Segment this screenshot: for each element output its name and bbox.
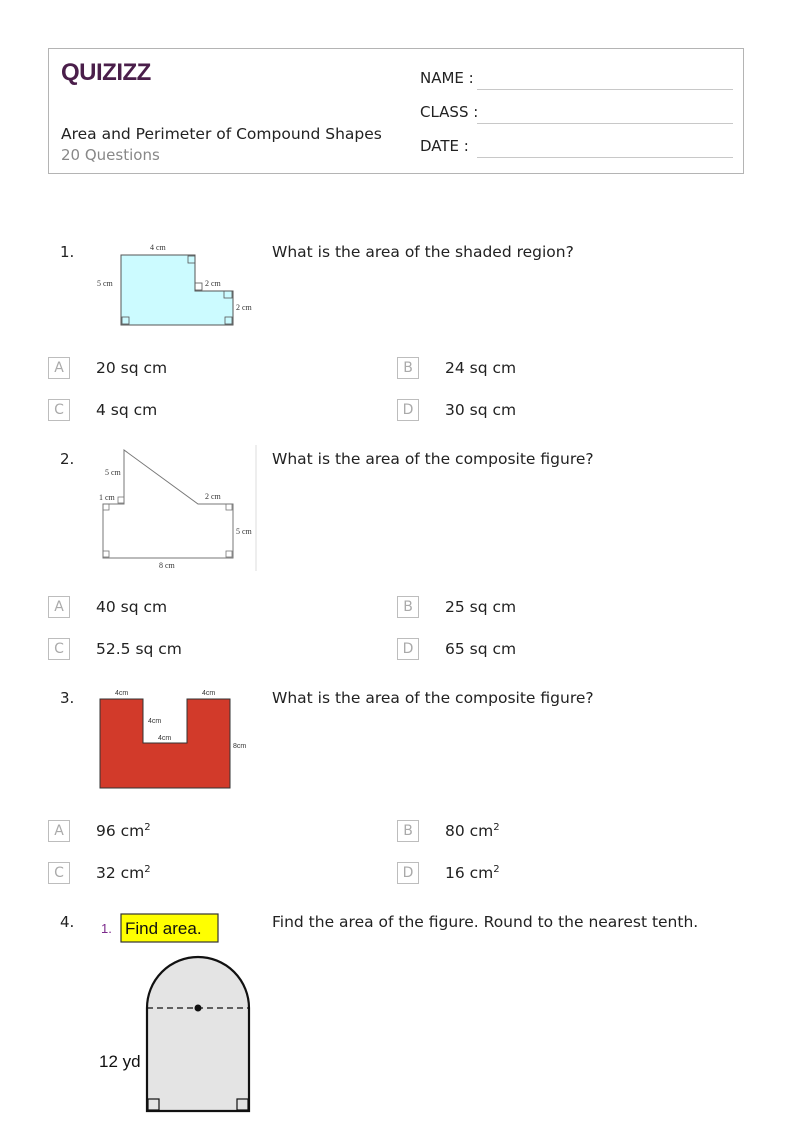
quizizz-logo xyxy=(61,57,153,93)
option-c-box[interactable]: C xyxy=(48,638,70,660)
question-text: What is the area of the composite figure? xyxy=(272,689,594,707)
option-c-value: 32 cm xyxy=(96,864,145,883)
q4-item-number: 1. xyxy=(101,921,112,936)
question-text: Find the area of the figure. Round to the nearest tenth. xyxy=(272,913,699,931)
q3-label-left-top: 4cm xyxy=(115,690,129,697)
q2-composite-figure xyxy=(92,445,260,575)
q2-label-slant: 5 cm xyxy=(105,468,121,477)
q3-label-notch-bottom: 4cm xyxy=(158,735,172,742)
q2-label-small: 1 cm xyxy=(99,493,115,502)
option-d-value: 16 cm xyxy=(445,864,494,883)
svg-text:QUIZIZZ: QUIZIZZ xyxy=(61,59,151,86)
q1-label-left: 5 cm xyxy=(97,279,113,288)
q1-label-step: 2 cm xyxy=(205,279,221,288)
question-number: 2. xyxy=(60,450,75,468)
class-label: CLASS : xyxy=(420,103,479,121)
option-d-text[interactable] xyxy=(445,864,500,882)
q2-label-ledge: 2 cm xyxy=(205,492,221,501)
option-b-text[interactable]: 25 sq cm xyxy=(445,598,517,616)
question-count: 20 Questions xyxy=(61,146,160,164)
q4-find-area-text: Find area. xyxy=(125,919,202,938)
class-line[interactable] xyxy=(477,123,733,124)
option-a-box[interactable]: A xyxy=(48,596,70,618)
q1-l-shape-figure xyxy=(92,240,262,332)
name-label: NAME : xyxy=(420,69,474,87)
question-text: What is the area of the composite figure? xyxy=(272,450,594,468)
option-a-box[interactable]: A xyxy=(48,820,70,842)
option-c-box[interactable]: C xyxy=(48,399,70,421)
worksheet-title: Area and Perimeter of Compound Shapes xyxy=(61,125,382,143)
option-a-text[interactable]: 20 sq cm xyxy=(96,359,168,377)
option-d-box[interactable]: D xyxy=(397,399,419,421)
option-d-box[interactable]: D xyxy=(397,638,419,660)
option-a-value: 96 cm xyxy=(96,822,145,841)
option-b-box[interactable]: B xyxy=(397,357,419,379)
question-number: 4. xyxy=(60,913,75,931)
q3-label-notch-side: 4cm xyxy=(148,718,162,725)
q3-label-right-top: 4cm xyxy=(202,690,216,697)
q1-label-top: 4 cm xyxy=(150,243,166,252)
option-b-exponent: 2 xyxy=(493,822,500,833)
option-d-text[interactable]: 30 sq cm xyxy=(445,401,517,419)
logo-graphic xyxy=(61,57,153,87)
option-b-text[interactable] xyxy=(445,822,500,840)
option-b-box[interactable]: B xyxy=(397,820,419,842)
option-b-box[interactable]: B xyxy=(397,596,419,618)
question-text: What is the area of the shaded region? xyxy=(272,243,574,261)
option-a-text[interactable]: 40 sq cm xyxy=(96,598,168,616)
q4-label-height: 12 yd xyxy=(99,1052,141,1071)
option-d-text[interactable]: 65 sq cm xyxy=(445,640,517,658)
q2-label-right: 5 cm xyxy=(236,527,252,536)
q3-label-height: 8cm xyxy=(233,743,247,750)
option-a-text[interactable] xyxy=(96,822,151,840)
q3-u-shape-figure xyxy=(92,686,262,792)
q1-label-right: 2 cm xyxy=(236,303,252,312)
option-d-box[interactable]: D xyxy=(397,862,419,884)
option-a-box[interactable]: A xyxy=(48,357,70,379)
option-c-box[interactable]: C xyxy=(48,862,70,884)
question-number: 3. xyxy=(60,689,75,707)
worksheet-header xyxy=(48,48,744,174)
q2-label-bottom: 8 cm xyxy=(159,561,175,570)
option-c-text[interactable] xyxy=(96,864,151,882)
date-label: DATE : xyxy=(420,137,469,155)
option-c-text[interactable]: 52.5 sq cm xyxy=(96,640,182,658)
option-b-value: 80 cm xyxy=(445,822,494,841)
question-number: 1. xyxy=(60,243,75,261)
option-b-text[interactable]: 24 sq cm xyxy=(445,359,517,377)
date-line[interactable] xyxy=(477,157,733,158)
q4-arch-figure xyxy=(92,910,268,1123)
name-line[interactable] xyxy=(477,89,733,90)
option-c-exponent: 2 xyxy=(144,864,151,875)
option-d-exponent: 2 xyxy=(493,864,500,875)
option-a-exponent: 2 xyxy=(144,822,151,833)
option-c-text[interactable]: 4 sq cm xyxy=(96,401,158,419)
